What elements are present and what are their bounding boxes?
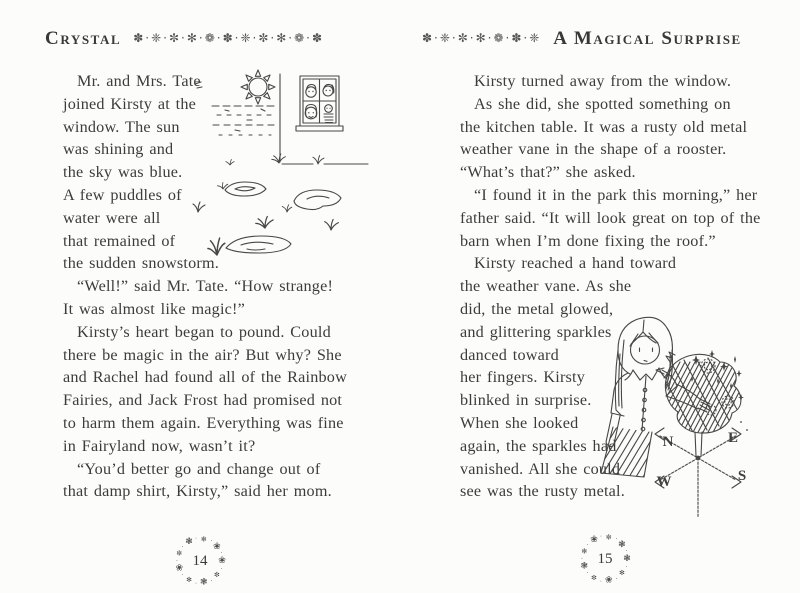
compass-letter-s: S [737, 468, 747, 484]
text-line: did, the metal glowed, [460, 299, 614, 318]
left-page [45, 20, 385, 588]
text-line: As she did, she spotted something on [474, 94, 731, 113]
svg-text:❀: ❀ [175, 563, 184, 574]
puddles [225, 182, 341, 253]
text-line: Kirsty turned away from the window. [474, 72, 732, 90]
text-line: Fairies, and Jack Frost had promised not [63, 391, 343, 410]
text-line: the sudden snowstorm. [63, 254, 220, 273]
svg-text:✻: ✻ [581, 547, 588, 556]
text-line: that remained of [63, 231, 176, 250]
field-dashes [212, 106, 278, 135]
text-line: weather vane in the shape of a rooster. [460, 140, 727, 159]
text-line: joined Kirsty at the [63, 94, 197, 113]
svg-text:❀: ❀ [605, 575, 613, 586]
text-line: that damp shirt, Kirsty,” said her mom. [63, 482, 332, 501]
text-line: the kitchen table. It was a rusty old metal [460, 117, 748, 136]
text-line: again, the sparkles had [460, 436, 617, 455]
compass-letter-n: N [662, 434, 674, 450]
page-number: 15 [597, 551, 613, 567]
svg-text:·: · [586, 541, 589, 549]
svg-text:·: · [181, 572, 184, 580]
svg-text:✻: ✻ [200, 535, 207, 544]
text-line: “I found it in the park this morning,” her [474, 185, 758, 204]
running-head-right [422, 28, 795, 50]
running-head-left [45, 28, 385, 50]
text-line: blinked in surprise. [460, 391, 592, 410]
svg-text:✻: ✻ [618, 569, 625, 578]
svg-text:·: · [600, 578, 602, 586]
text-line: and glittering sparkles [460, 322, 612, 341]
sun-icon [241, 70, 275, 104]
page-number-badge-right [577, 530, 633, 586]
text-line: vanished. All she could [460, 459, 621, 478]
floral-divider-icon: ✽·❈·✼·✻·❁·✽·❈·✼·✻·❁·✽ [133, 31, 324, 45]
text-line: Kirsty reached a hand toward [474, 254, 677, 273]
page-number-badge-left [172, 532, 228, 588]
svg-text:❃: ❃ [200, 577, 208, 588]
svg-text:·: · [220, 550, 223, 558]
page-number: 14 [192, 553, 208, 569]
kirsty-weathervane-illustration [600, 310, 800, 545]
compass-letter-w: W [656, 474, 672, 490]
svg-text:❃: ❃ [623, 554, 631, 564]
svg-text:✻: ✻ [186, 576, 192, 585]
svg-text:·: · [581, 556, 583, 563]
text-line: A few puddles of [63, 185, 182, 204]
text-line: father said. “It will look great on top of the [460, 208, 761, 227]
running-head-left-title: Crystal [45, 28, 122, 49]
svg-text:❃: ❃ [185, 536, 193, 547]
svg-text:✼: ✼ [605, 533, 612, 542]
text-line: “You’d better go and change out of [77, 459, 321, 478]
svg-text:·: · [625, 563, 628, 571]
svg-text:·: · [210, 538, 213, 546]
text-line: water were all [63, 208, 161, 227]
window-icon [296, 76, 343, 131]
svg-text:·: · [625, 548, 628, 556]
text-line: barn when I’m done fixing the roof.” [460, 231, 716, 250]
compass-letter-e: E [727, 430, 739, 446]
svg-text:·: · [181, 543, 184, 551]
text-line: Kirsty’s heart began to pound. Could [77, 322, 331, 341]
text-line: her fingers. Kirsty [460, 368, 586, 387]
svg-text:❀: ❀ [218, 556, 226, 566]
text-line: “What’s that?” she asked. [460, 163, 636, 182]
svg-text:·: · [615, 575, 618, 583]
svg-text:✼: ✼ [591, 574, 597, 583]
text-line: When she looked [460, 413, 579, 432]
svg-text:❃: ❃ [580, 561, 589, 572]
svg-text:·: · [195, 535, 197, 543]
svg-text:✼: ✼ [213, 571, 220, 580]
text-line: “Well!” said Mr. Tate. “How strange! [77, 277, 334, 296]
text-line: see was the rusty metal. [460, 482, 625, 501]
text-line: the weather vane. As she [460, 277, 632, 296]
svg-text:❀: ❀ [590, 534, 598, 545]
text-line: window. The sun [63, 117, 180, 136]
text-line: in Fairyland now, wasn’t it? [63, 436, 256, 455]
svg-text:·: · [195, 580, 197, 588]
svg-text:·: · [600, 533, 602, 541]
right-page [420, 20, 795, 585]
svg-text:❃: ❃ [618, 539, 626, 550]
svg-text:❀: ❀ [213, 541, 221, 552]
text-line: there be magic in the air? But why? She [63, 345, 342, 364]
scribble-icon [195, 82, 202, 88]
running-head-right-title: A Magical Surprise [553, 28, 742, 49]
text-line: Mr. and Mrs. Tate [77, 72, 201, 90]
text-line: was shining and [63, 140, 174, 159]
svg-text:✼: ✼ [176, 549, 183, 558]
svg-text:·: · [615, 536, 618, 544]
svg-text:·: · [220, 565, 223, 573]
text-line: and Rachel had found all of the Rainbow [63, 368, 347, 387]
svg-text:·: · [586, 570, 589, 578]
text-line: the sky was blue. [63, 163, 183, 182]
svg-text:·: · [210, 577, 213, 585]
grass-tufts [193, 154, 338, 255]
floral-divider-icon: ✽·❈·✼·✻·❁·✽·❈ [422, 31, 542, 45]
window-scene-illustration [195, 60, 390, 270]
svg-text:·: · [176, 558, 178, 565]
text-line: It was almost like magic!” [63, 299, 246, 318]
text-line: to harm them again. Everything was fine [63, 413, 344, 432]
text-line: danced toward [460, 345, 559, 364]
